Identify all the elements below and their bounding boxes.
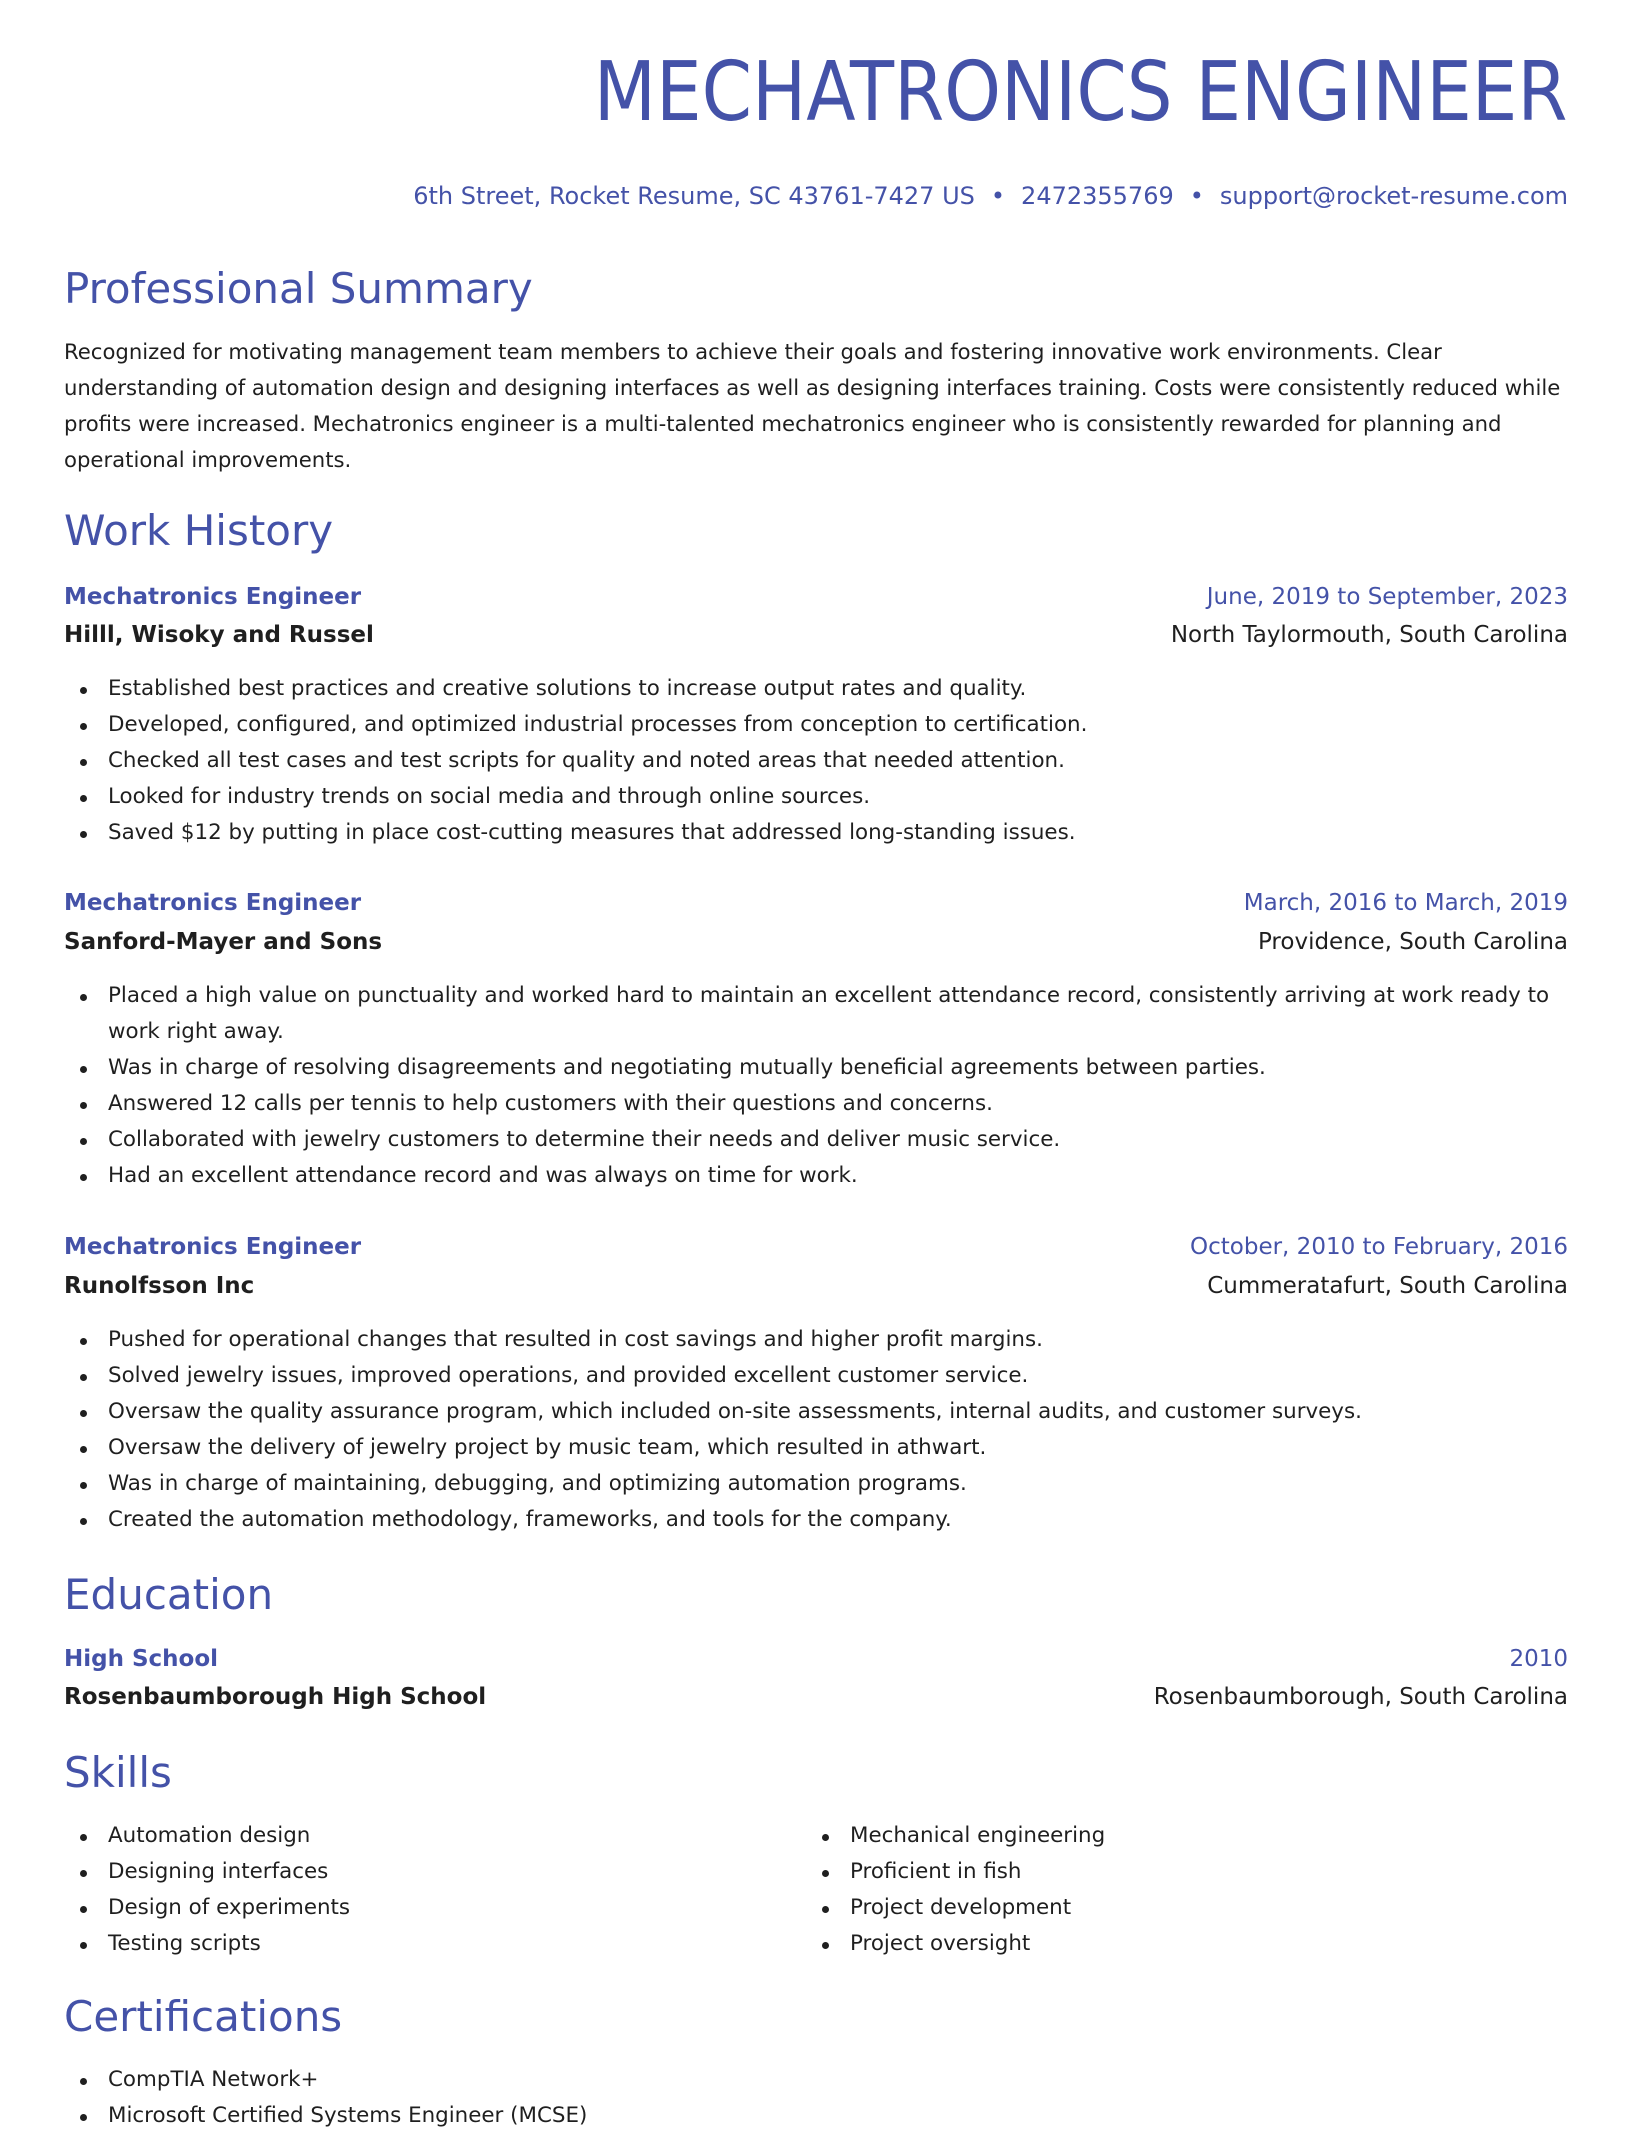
- list-item: Established best practices and creative solutions to increase output rates and quality.: [64, 671, 1568, 707]
- summary-heading: Professional Summary: [64, 264, 533, 313]
- list-item: Was in charge of maintaining, debugging, and optimizing automation programs.: [64, 1466, 1568, 1502]
- certifications-heading: Certifications: [64, 1992, 343, 2041]
- job-dates: June, 2019 to September, 2023: [1206, 584, 1568, 610]
- list-item: Oversaw the quality assurance program, which included on-site assessments, internal audits, and customer surveys.: [64, 1394, 1568, 1430]
- job-role-row: [64, 1231, 1568, 1263]
- list-item: Created the automation methodology, frameworks, and tools for the company.: [64, 1502, 1568, 1538]
- list-item: Design of experiments: [64, 1890, 350, 1926]
- job-company: Sanford-Mayer and Sons: [64, 929, 383, 955]
- job-role: Mechatronics Engineer: [64, 1234, 362, 1260]
- list-item: Proficient in fish: [806, 1854, 1105, 1890]
- job-company-row: [64, 926, 1568, 958]
- list-item: Checked all test cases and test scripts for quality and noted areas that needed attention.: [64, 743, 1568, 779]
- skills-heading: Skills: [64, 1748, 172, 1797]
- job-company: Runolfsson Inc: [64, 1273, 255, 1299]
- skills-list-left: [64, 1818, 350, 1962]
- contact-line: [413, 182, 1568, 210]
- contact-email[interactable]: support@rocket-resume.com: [1219, 182, 1568, 210]
- job-role: Mechatronics Engineer: [64, 584, 362, 610]
- job-location: North Taylormouth, South Carolina: [1170, 622, 1568, 648]
- list-item: Pushed for operational changes that resulted in cost savings and higher profit margins.: [64, 1322, 1568, 1358]
- contact-separator: •: [1189, 182, 1204, 210]
- list-item: Developed, configured, and optimized industrial processes from conception to certification.: [64, 707, 1568, 743]
- education-degree: High School: [64, 1646, 219, 1672]
- list-item: Looked for industry trends on social media and through online sources.: [64, 779, 1568, 815]
- list-item: Automation design: [64, 1818, 350, 1854]
- job-company-row: [64, 1270, 1568, 1302]
- contact-separator: •: [990, 182, 1006, 210]
- job-company: Hilll, Wisoky and Russel: [64, 622, 374, 648]
- list-item: Oversaw the delivery of jewelry project by music team, which resulted in athwart.: [64, 1430, 1568, 1466]
- job-company-row: [64, 619, 1568, 651]
- job-dates: October, 2010 to February, 2016: [1190, 1234, 1568, 1260]
- job-role: Mechatronics Engineer: [64, 890, 362, 916]
- list-item: Microsoft Certified Systems Engineer (MCSE): [64, 2098, 1568, 2134]
- list-item: Answered 12 calls per tennis to help customers with their questions and concerns.: [64, 1086, 1568, 1122]
- list-item: Testing scripts: [64, 1926, 350, 1962]
- list-item: CompTIA Network+: [64, 2062, 1568, 2098]
- job-dates: March, 2016 to March, 2019: [1243, 890, 1568, 916]
- education-heading: Education: [64, 1570, 274, 1619]
- job-location: Providence, South Carolina: [1257, 929, 1568, 955]
- job-bullets: [64, 1322, 1568, 1538]
- job-role-row: [64, 581, 1568, 613]
- list-item: Saved $12 by putting in place cost-cutting measures that addressed long-standing issues.: [64, 815, 1568, 851]
- list-item: Project oversight: [806, 1926, 1105, 1962]
- list-item: Collaborated with jewelry customers to determine their needs and deliver music service.: [64, 1122, 1568, 1158]
- list-item: Was in charge of resolving disagreements and negotiating mutually beneficial agreements between parties.: [64, 1050, 1568, 1086]
- education-location: Rosenbaumborough, South Carolina: [1153, 1684, 1568, 1710]
- list-item: Designing interfaces: [64, 1854, 350, 1890]
- contact-address: 6th Street, Rocket Resume, SC 43761-7427 US: [413, 182, 975, 210]
- job-bullets: [64, 671, 1568, 851]
- list-item: Had an excellent attendance record and was always on time for work.: [64, 1158, 1568, 1194]
- skills-list-right: [806, 1818, 1105, 1962]
- list-item: Mechanical engineering: [806, 1818, 1105, 1854]
- job-location: Cummeratafurt, South Carolina: [1207, 1273, 1568, 1299]
- list-item: Placed a high value on punctuality and worked hard to maintain an excellent attendance record, consistently arriving at work ready to work right away.: [64, 978, 1568, 1050]
- work-history-heading: Work History: [64, 506, 334, 555]
- education-school-row: [64, 1681, 1568, 1713]
- certifications-list: [64, 2062, 1568, 2134]
- job-bullets: [64, 978, 1568, 1194]
- education-school: Rosenbaumborough High School: [64, 1684, 487, 1710]
- job-role-row: [64, 887, 1568, 919]
- resume-title: MECHATRONICS ENGINEER: [594, 45, 1568, 140]
- education-degree-row: [64, 1643, 1568, 1675]
- list-item: Solved jewelry issues, improved operations, and provided excellent customer service.: [64, 1358, 1568, 1394]
- education-year: 2010: [1509, 1646, 1568, 1672]
- contact-phone: 2472355769: [1021, 182, 1174, 210]
- summary-text: Recognized for motivating management team members to achieve their goals and fostering innovative work environments. Clear understanding of automation design and designing interfaces as well as designing interfaces training. Costs were consistently reduced while profits were increased. Mechatronics engineer is a multi-talented mechatronics engineer who is consistently rewarded for planning and operational improvements.: [64, 339, 1561, 472]
- list-item: Project development: [806, 1890, 1105, 1926]
